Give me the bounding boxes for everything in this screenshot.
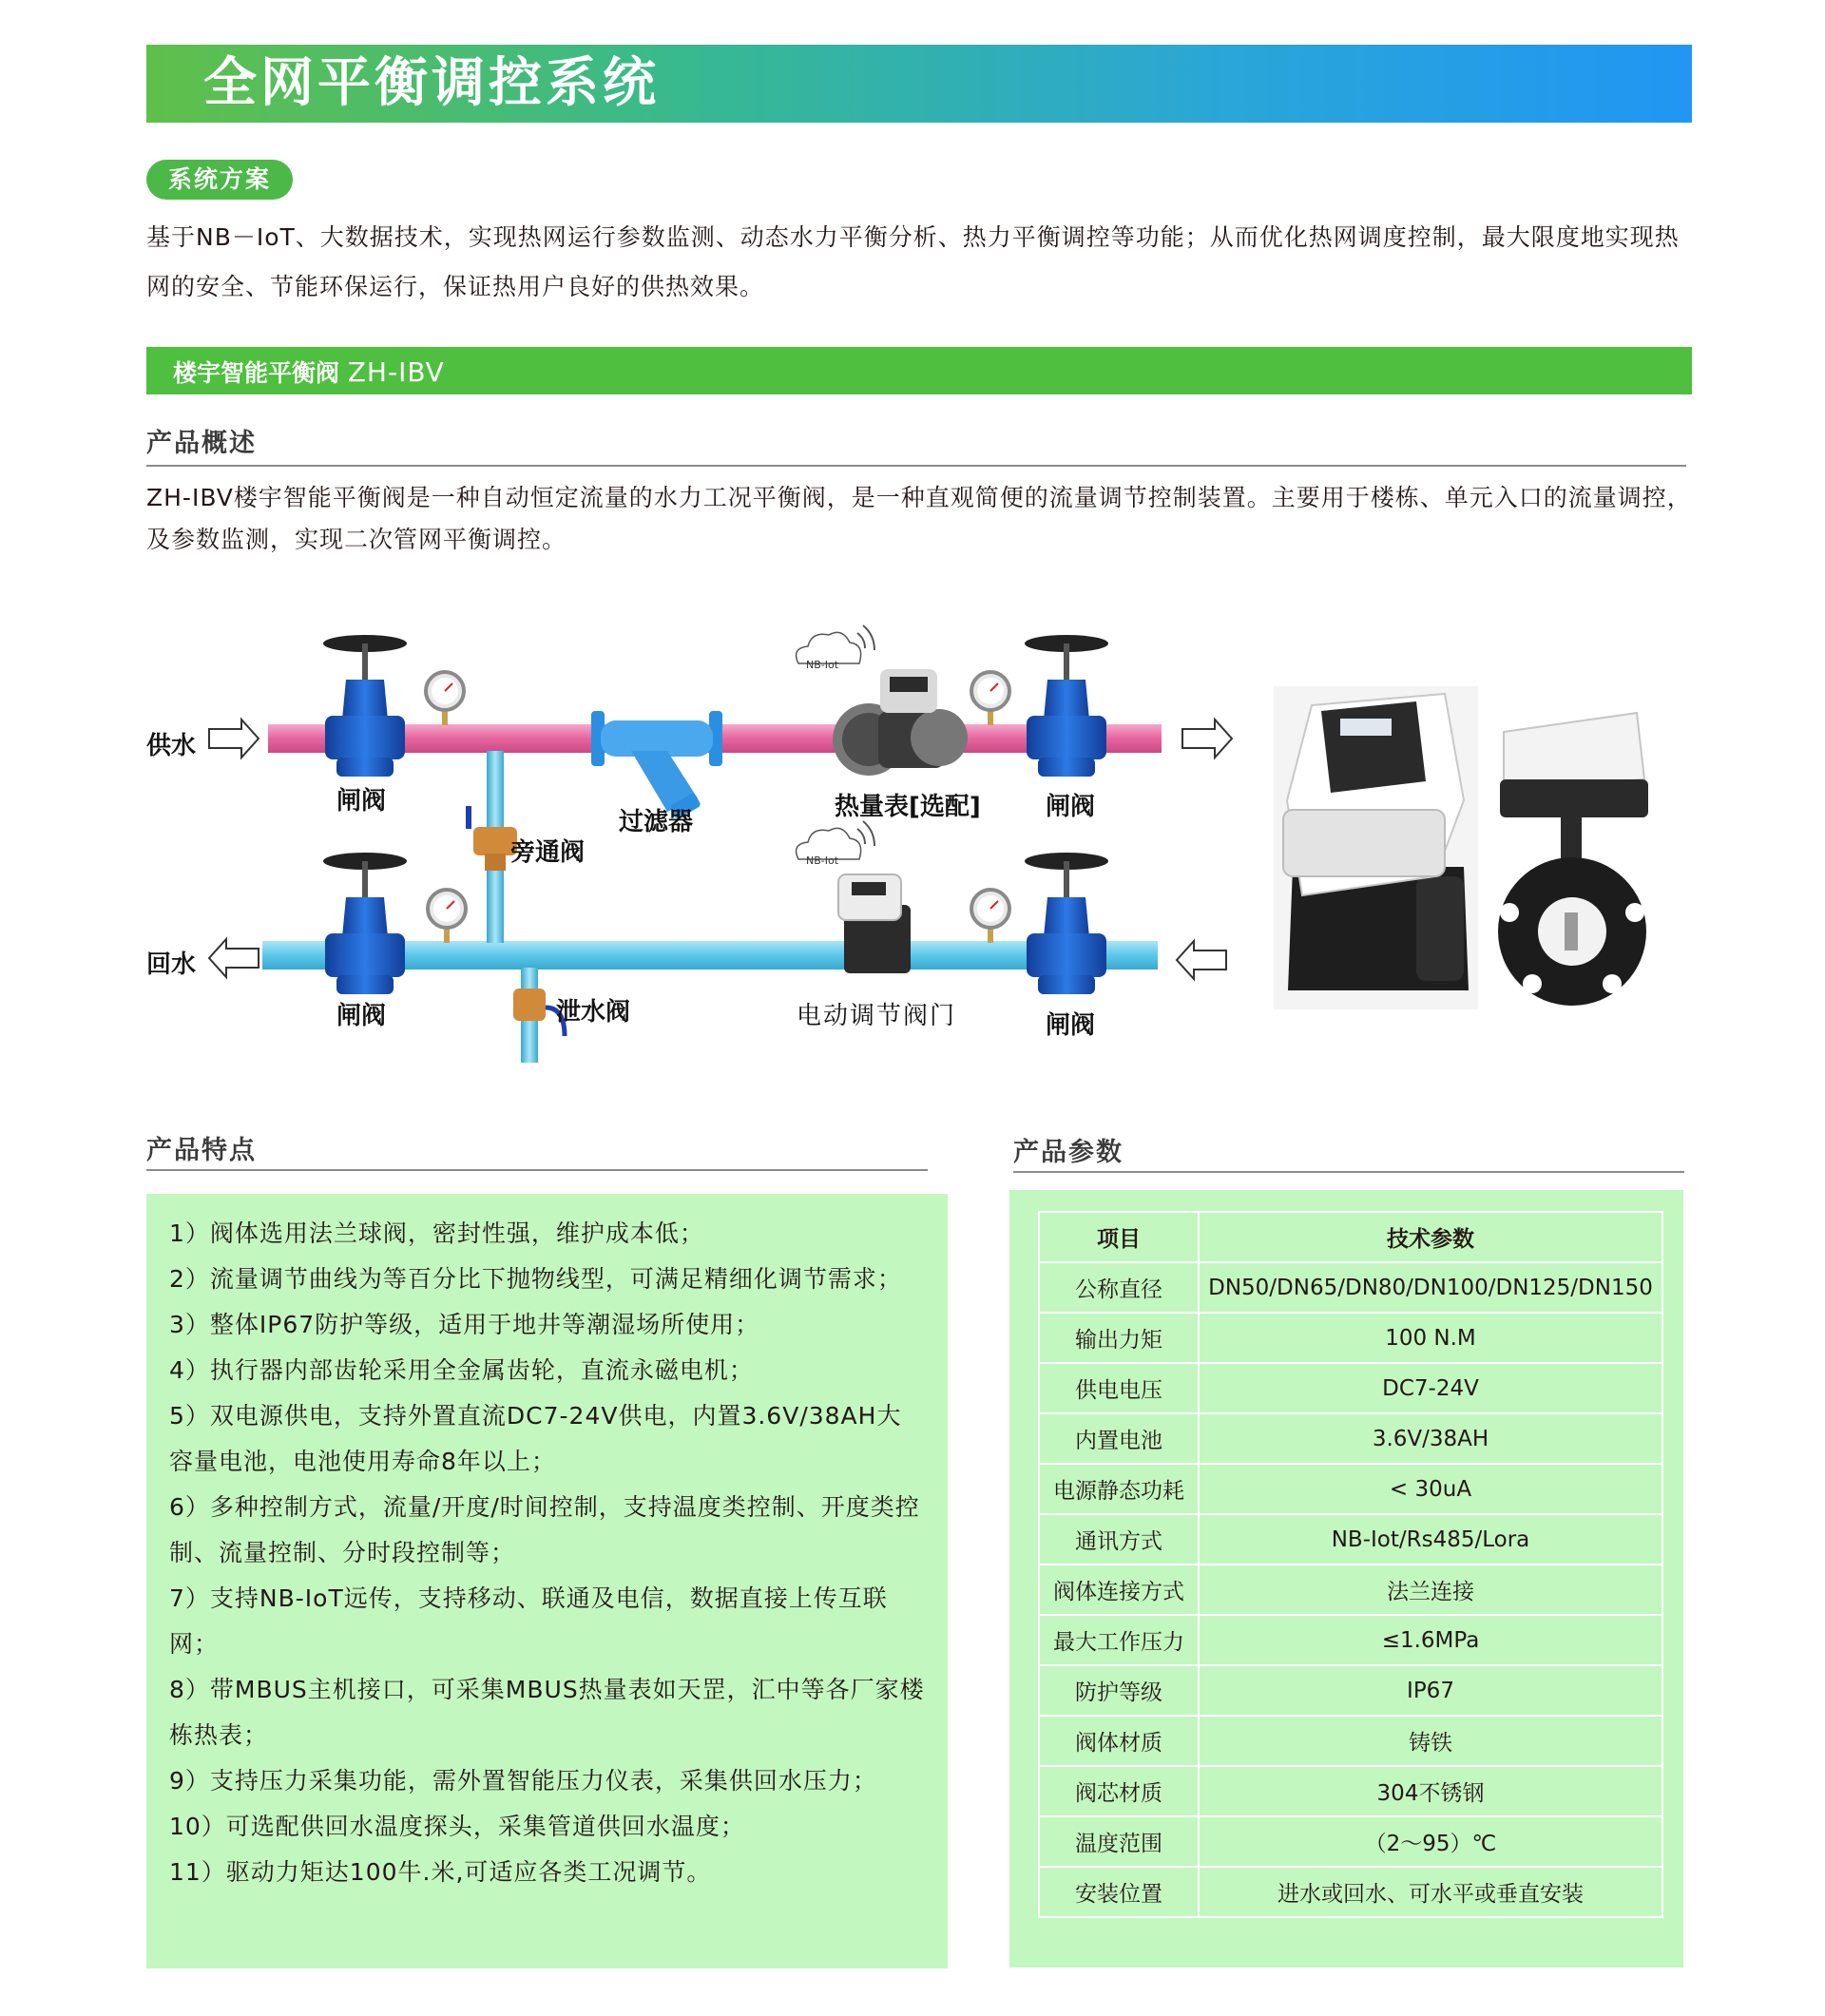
table-row bbox=[1039, 1413, 1662, 1464]
table-row bbox=[1039, 1262, 1662, 1313]
piping-diagram bbox=[146, 608, 1249, 1074]
param-value: 3.6V/38AH bbox=[1199, 1413, 1662, 1464]
table-row bbox=[1039, 1313, 1662, 1363]
feature-item: 6）多种控制方式，流量/开度/时间控制，支持温度类控制、开度类控制、流量控制、分时段控制等； bbox=[169, 1493, 920, 1566]
solution-text: 基于NB－IoT、大数据技术，实现热网运行参数监测、动态水力平衡分析、热力平衡调控等功能；从而优化热网调度控制，最大限度地实现热网的安全、节能环保运行，保证热用户良好的供热效果。 bbox=[146, 223, 1680, 300]
electric-valve-label: 电动调节阀门 bbox=[797, 1002, 957, 1030]
param-value: 铸铁 bbox=[1199, 1716, 1662, 1766]
feature-item: 11）驱动力矩达100牛.米,可适应各类工况调节。 bbox=[169, 1858, 712, 1886]
gate-valve-label: 闸阀 bbox=[336, 787, 387, 816]
gate-valve-label: 闸阀 bbox=[1046, 1011, 1096, 1040]
gate-valve-label: 闸阀 bbox=[1046, 793, 1096, 821]
param-name: 内置电池 bbox=[1039, 1413, 1199, 1464]
piping-diagram-graphic bbox=[146, 608, 1249, 1074]
drain-valve-label: 泄水阀 bbox=[556, 998, 631, 1027]
gate-valve-label: 闸阀 bbox=[336, 1002, 387, 1030]
pressure-gauge-icon bbox=[428, 890, 466, 943]
param-name: 供电电压 bbox=[1039, 1363, 1199, 1413]
param-value: （2～95）℃ bbox=[1199, 1816, 1662, 1867]
features-panel bbox=[146, 1194, 948, 1968]
title-banner bbox=[146, 45, 1692, 123]
table-header-cell: 技术参数 bbox=[1199, 1212, 1662, 1262]
feature-item: 4）执行器内部齿轮采用全金属齿轮，直流永磁电机； bbox=[169, 1356, 754, 1384]
return-in-arrow-icon bbox=[1177, 941, 1226, 979]
param-value: DC7-24V bbox=[1199, 1363, 1662, 1413]
product-photo-actuator bbox=[1274, 686, 1478, 1009]
bypass-valve-label: 旁通阀 bbox=[510, 838, 586, 867]
supply-label: 供水 bbox=[146, 732, 197, 760]
nb-iot-cloud-icon bbox=[797, 625, 874, 663]
features-list bbox=[146, 1194, 948, 1895]
overview-divider bbox=[146, 465, 1686, 467]
table-row bbox=[1039, 1766, 1662, 1816]
supply-in-arrow-icon bbox=[209, 720, 259, 758]
feature-item: 10）可选配供回水温度探头，采集管道供回水温度； bbox=[169, 1813, 745, 1840]
param-name: 公称直径 bbox=[1039, 1262, 1199, 1313]
pressure-gauge-icon bbox=[971, 672, 1009, 725]
params-divider bbox=[1013, 1171, 1684, 1173]
feature-item: 9）支持压力采集功能，需外置智能压力仪表，采集供回水压力； bbox=[169, 1767, 877, 1795]
table-row bbox=[1039, 1565, 1662, 1615]
param-value: 进水或回水、可水平或垂直安装 bbox=[1199, 1867, 1662, 1917]
feature-item: 5）双电源供电，支持外置直流DC7-24V供电，内置3.6V/38AH大容量电池，电池使用寿命8年以上； bbox=[169, 1402, 902, 1475]
features-divider bbox=[146, 1169, 928, 1171]
feature-item: 7）支持NB-IoT远传，支持移动、联通及电信，数据直接上传互联网； bbox=[169, 1584, 888, 1658]
param-name: 阀体连接方式 bbox=[1039, 1565, 1199, 1615]
feature-item: 2）流量调节曲线为等百分比下抛物线型，可满足精细化调节需求； bbox=[169, 1265, 902, 1293]
table-row bbox=[1039, 1816, 1662, 1867]
solution-tag: 系统方案 bbox=[146, 160, 293, 200]
table-row bbox=[1039, 1615, 1662, 1665]
table-row bbox=[1039, 1363, 1662, 1413]
product-photo-butterfly-valve bbox=[1485, 694, 1656, 1008]
gate-valve-supply-left-icon bbox=[323, 635, 407, 777]
overview-text: ZH-IBV楼宇智能平衡阀是一种自动恒定流量的水力工况平衡阀，是一种直观简便的流量调节控制装置。主要用于楼栋、单元入口的流量调控，及参数监测，实现二次管网平衡调控。 bbox=[146, 484, 1692, 553]
param-value: 法兰连接 bbox=[1199, 1565, 1662, 1615]
param-name: 输出力矩 bbox=[1039, 1313, 1199, 1363]
feature-item: 1）阀体选用法兰球阀，密封性强，维护成本低； bbox=[169, 1219, 704, 1247]
params-table bbox=[1038, 1211, 1663, 1918]
param-value: ≤1.6MPa bbox=[1199, 1615, 1662, 1665]
heat-meter-label: 热量表[选配] bbox=[835, 793, 981, 821]
features-heading: 产品特点 bbox=[146, 1136, 257, 1165]
param-name: 安装位置 bbox=[1039, 1867, 1199, 1917]
supply-out-arrow-icon bbox=[1182, 720, 1232, 758]
param-name: 防护等级 bbox=[1039, 1665, 1199, 1716]
table-row bbox=[1039, 1464, 1662, 1514]
params-panel bbox=[1009, 1190, 1683, 1968]
nb-iot-cloud-label: NB-Iot bbox=[806, 854, 839, 867]
gate-valve-return-left-icon bbox=[323, 853, 407, 994]
param-value: NB-Iot/Rs485/Lora bbox=[1199, 1514, 1662, 1565]
param-name: 温度范围 bbox=[1039, 1816, 1199, 1867]
product-name: 楼宇智能平衡阀 bbox=[173, 359, 340, 387]
table-header-row bbox=[1039, 1212, 1662, 1262]
table-row bbox=[1039, 1665, 1662, 1716]
return-out-arrow-icon bbox=[209, 939, 259, 977]
pressure-gauge-icon bbox=[971, 890, 1009, 943]
page-title: 全网平衡调控系统 bbox=[203, 52, 660, 114]
heat-meter-icon bbox=[833, 669, 968, 776]
param-name: 最大工作压力 bbox=[1039, 1615, 1199, 1665]
nb-iot-cloud-icon bbox=[797, 821, 874, 859]
param-value: < 30uA bbox=[1199, 1464, 1662, 1514]
product-strip bbox=[146, 347, 1692, 394]
nb-iot-cloud-label: NB-Iot bbox=[806, 659, 839, 671]
table-row bbox=[1039, 1514, 1662, 1565]
pressure-gauge-icon bbox=[426, 672, 464, 725]
params-heading: 产品参数 bbox=[1013, 1138, 1124, 1167]
product-title bbox=[173, 355, 445, 389]
table-header-cell: 项目 bbox=[1039, 1212, 1199, 1262]
param-name: 电源静态功耗 bbox=[1039, 1464, 1199, 1514]
overview-heading: 产品概述 bbox=[146, 429, 257, 458]
table-row bbox=[1039, 1867, 1662, 1917]
gate-valve-return-right-icon bbox=[1025, 853, 1108, 994]
param-value: 100 N.M bbox=[1199, 1313, 1662, 1363]
param-name: 阀芯材质 bbox=[1039, 1766, 1199, 1816]
feature-item: 3）整体IP67防护等级，适用于地井等潮湿场所使用； bbox=[169, 1311, 760, 1338]
return-label: 回水 bbox=[146, 950, 197, 979]
param-value: IP67 bbox=[1199, 1665, 1662, 1716]
electric-valve-icon bbox=[838, 874, 911, 973]
param-name: 通讯方式 bbox=[1039, 1514, 1199, 1565]
feature-item: 8）带MBUS主机接口，可采集MBUS热量表如天罡，汇中等各厂家楼栋热表； bbox=[169, 1676, 925, 1749]
product-model: ZH-IBV bbox=[347, 356, 445, 388]
param-value: DN50/DN65/DN80/DN100/DN125/DN150 bbox=[1199, 1262, 1662, 1313]
table-row bbox=[1039, 1716, 1662, 1766]
filter-label: 过滤器 bbox=[619, 808, 694, 836]
gate-valve-supply-right-icon bbox=[1025, 635, 1108, 777]
param-name: 阀体材质 bbox=[1039, 1716, 1199, 1766]
param-value: 304不锈钢 bbox=[1199, 1766, 1662, 1816]
